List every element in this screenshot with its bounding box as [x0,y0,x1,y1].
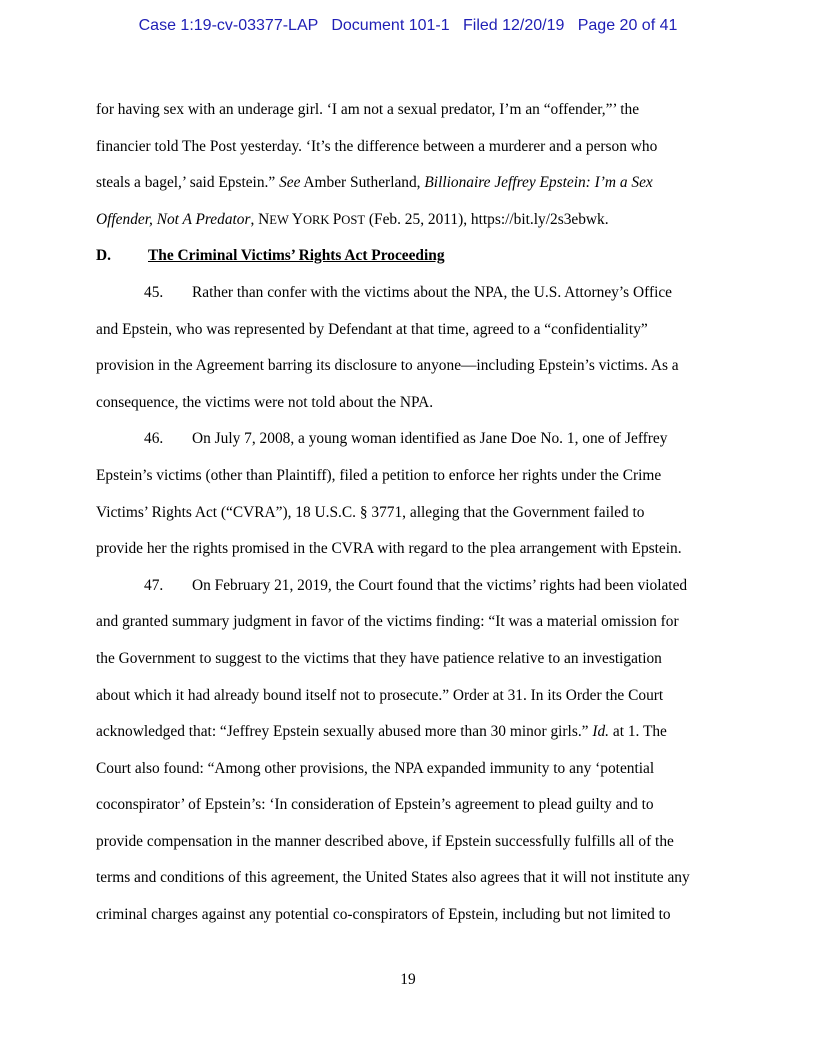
publication-smallcaps: EW [269,212,292,227]
text-run: (Feb. 25, 2011), https://bit.ly/2s3ebwk. [365,210,609,228]
citation-id: Id. [592,723,610,741]
paragraph-46-first-line [96,421,720,458]
text-line: coconspirator’ of Epstein’s: ‘In consideration of Epstein’s agreement to plead guilty and to [96,796,654,814]
text-run: On February 21, 2019, the Court found that the victims’ rights had been violated [192,576,688,594]
section-letter: D. [96,247,111,265]
text-line: about which it had already bound itself not to prosecute.” Order at 31. In its Order the Court [96,686,664,704]
filed-date: Filed 12/20/19 [462,17,565,34]
text-line: consequence, the victims were not told about the NPA. [96,393,434,411]
text-line: Court also found: “Among other provisions, the NPA expanded immunity to any ‘potential [96,759,655,777]
text-line: provide her the rights promised in the CVRA with regard to the plea arrangement with Epstein. [96,540,682,558]
page-number: 19 [400,971,416,988]
text-line: provide compensation in the manner described above, if Epstein successfully fulfills all of the [96,832,674,850]
text-line [96,714,720,751]
text-run: steals a bagel,’ said Epstein.” [96,174,280,192]
article-title: Offender, Not A Predator [96,210,251,228]
text-run: Amber Sutherland, [300,174,425,192]
text-run: , N [250,210,270,228]
paragraph-number: 45. [144,283,164,301]
text-line: Epstein’s victims (other than Plaintiff), filed a petition to enforce her rights under the Crime [96,466,662,484]
text-line: criminal charges against any potential co-conspirators of Epstein, including but not limited to [96,906,671,924]
text-line: provision in the Agreement barring its disclosure to anyone—including Epstein’s victims. As a [96,357,679,375]
paragraph-47-first-line [96,568,720,605]
text-run: at 1. The [609,723,667,741]
text-line: for having sex with an underage girl. ‘I am not a sexual predator, I’m an “offender,”’ the [96,101,640,118]
text-line: terms and conditions of this agreement, the United States also agrees that it will not institute any [96,869,690,887]
publication-cap: P [332,210,342,228]
text-line: financier told The Post yesterday. ‘It’s the difference between a murderer and a person who [96,137,658,155]
text-line [96,165,720,202]
publication-cap: Y [291,210,303,228]
publication-smallcaps: ORK [302,212,333,227]
text-run: Rather than confer with the victims about the NPA, the U.S. Attorney’s Office [192,283,673,301]
text-line: Victims’ Rights Act (“CVRA”), 18 U.S.C. § 3771, alleging that the Government failed to [96,503,645,521]
paragraph-45-first-line [96,275,720,312]
document-body [96,92,720,934]
paragraph-number: 47. [144,576,164,594]
citation-signal: See [279,174,301,192]
case-number: Case 1:19-cv-03377-LAP [138,17,318,34]
publication-smallcaps: OST [341,212,366,227]
case-header [0,17,816,35]
text-line: and Epstein, who was represented by Defendant at that time, agreed to a “confidentiality” [96,320,648,338]
text-run: On July 7, 2008, a young woman identified as Jane Doe No. 1, one of Jeffrey [192,430,668,448]
section-title: The Criminal Victims’ Rights Act Proceeding [148,247,445,265]
page-of-total: Page 20 of 41 [577,17,678,34]
text-line: the Government to suggest to the victims that they have patience relative to an investigation [96,649,662,667]
text-run: acknowledged that: “Jeffrey Epstein sexually abused more than 30 minor girls.” [96,723,593,741]
text-line: and granted summary judgment in favor of the victims finding: “It was a material omission for [96,613,679,631]
document-number: Document 101-1 [331,17,450,34]
text-line [96,202,720,239]
section-heading [96,238,720,275]
article-title: Billionaire Jeffrey Epstein: I’m a Sex [424,174,653,192]
paragraph-number: 46. [144,430,164,448]
